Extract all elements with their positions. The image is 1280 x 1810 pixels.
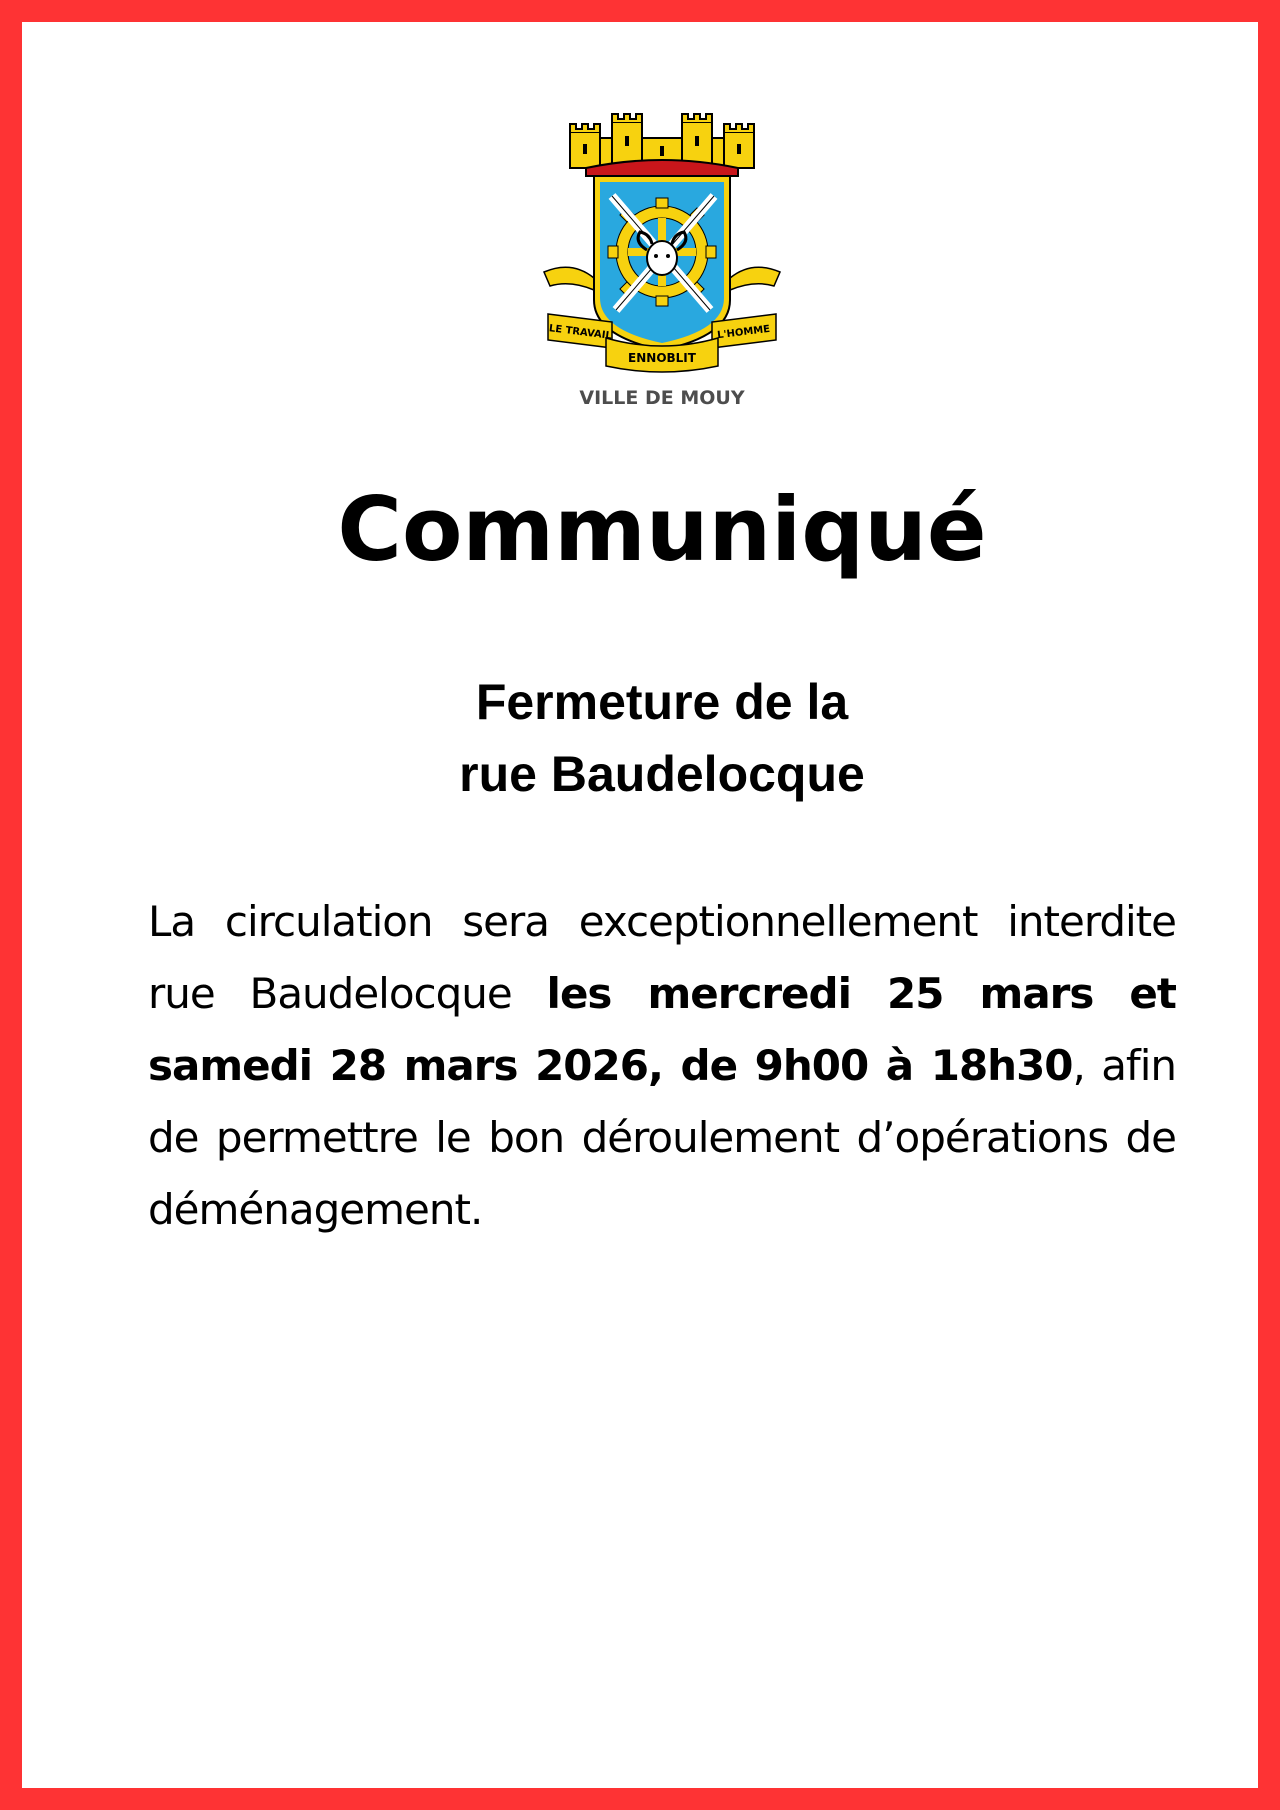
town-name-text: VILLE DE MOUY xyxy=(579,387,745,409)
notice-subtitle xyxy=(22,666,1280,810)
subtitle-line-1: Fermeture de la xyxy=(475,674,849,730)
motto-left-text: LE TRAVAIL xyxy=(548,323,613,342)
body-dates: les mercredi 25 mars et samedi 28 mars 2026, de 9h00 à 18h30 xyxy=(148,969,1176,1090)
notice-body xyxy=(148,886,1176,1246)
body-intro: La circulation sera exceptionnellement interdite rue Baudelocque xyxy=(148,897,1176,1018)
shield-icon xyxy=(594,176,730,350)
motto-center-text: ENNOBLIT xyxy=(628,351,696,365)
subtitle-line-2: rue Baudelocque xyxy=(459,746,865,802)
motto-right-text: L'HOMME xyxy=(716,323,771,342)
mural-crown-icon xyxy=(570,114,754,176)
body-outro: , afin de permettre le bon déroulement d’opérations de déménagement. xyxy=(148,1041,1177,1234)
town-coat-of-arms-logo xyxy=(542,110,782,410)
page-title: Communiqué xyxy=(337,478,987,581)
